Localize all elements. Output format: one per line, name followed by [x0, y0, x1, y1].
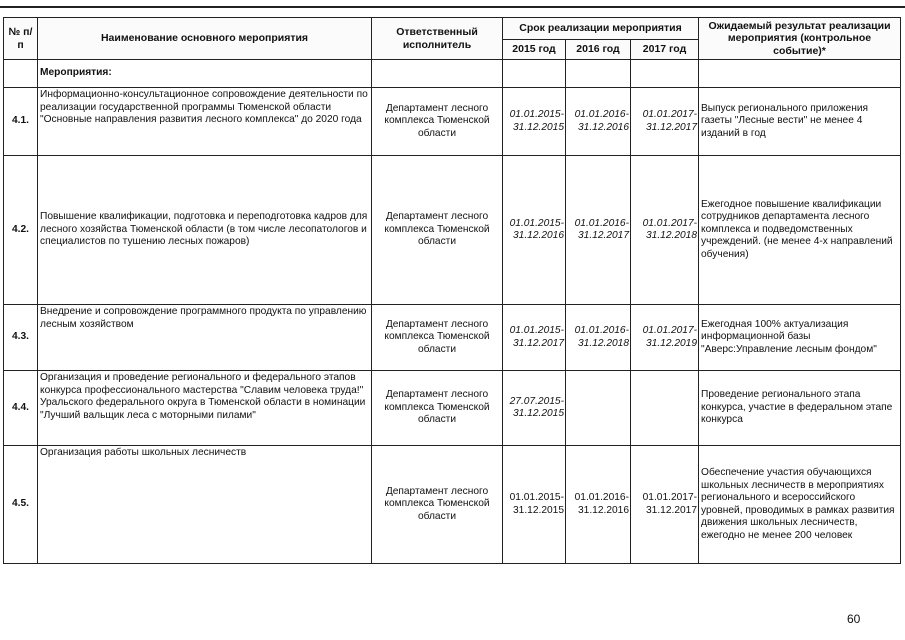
- table-row: [4, 371, 901, 446]
- period-2015: 01.01.2015-31.12.2016: [503, 156, 566, 305]
- header-name: Наименование основного мероприятия: [38, 18, 372, 60]
- period-2017: [631, 371, 699, 446]
- period-2016: 01.01.2016-31.12.2017: [566, 156, 631, 305]
- header-year-2017: 2017 год: [631, 40, 699, 60]
- row-number: 4.5.: [4, 446, 38, 564]
- expected-result: Выпуск регионального приложения газеты "Лесные вести" не менее 4 изданий в год: [699, 88, 901, 156]
- responsible-executor: Департамент лесного комплекса Тюменской области: [372, 371, 503, 446]
- period-2017: 01.01.2017-31.12.2018: [631, 156, 699, 305]
- period-2017: 01.01.2017-31.12.2017: [631, 88, 699, 156]
- period-2016: 01.01.2016-31.12.2016: [566, 88, 631, 156]
- table-row: [4, 305, 901, 371]
- activity-name: Информационно-консультационное сопровождение деятельности по реализации государственной программы Тюменской области "Основные направления развития лесного комплекса" до 2020 года: [38, 88, 372, 156]
- activity-name: Организация и проведение регионального и федерального этапов конкурса профессионального мастерства "Славим человека труда!" Уральского федерального округа в Тюменской области в номинации "Лучший вальщик леса с моторными пилами": [38, 371, 372, 446]
- period-2015: 01.01.2015-31.12.2015: [503, 88, 566, 156]
- activity-name: Внедрение и сопровождение программного продукта по управлению лесным хозяйством: [38, 305, 372, 371]
- period-2016: [566, 371, 631, 446]
- header-num: № п/п: [4, 18, 38, 60]
- expected-result: Ежегодная 100% актуализация информационной базы "Аверс:Управление лесным фондом": [699, 305, 901, 371]
- activity-name: Повышение квалификации, подготовка и переподготовка кадров для лесного хозяйства Тюменской области (в том числе лесопатологов и специалистов по тушению лесных пожаров): [38, 156, 372, 305]
- header-period: Срок реализации мероприятия: [503, 18, 699, 40]
- responsible-executor: Департамент лесного комплекса Тюменской области: [372, 156, 503, 305]
- table-row: [4, 446, 901, 564]
- row-number: 4.2.: [4, 156, 38, 305]
- header-year-2016: 2016 год: [566, 40, 631, 60]
- header-year-2015: 2015 год: [503, 40, 566, 60]
- section-label: Мероприятия:: [38, 60, 372, 88]
- activities-table: [3, 17, 901, 564]
- period-2017: 01.01.2017-31.12.2019: [631, 305, 699, 371]
- header-responsible: Ответственный исполнитель: [372, 18, 503, 60]
- row-number: 4.1.: [4, 88, 38, 156]
- table-row: [4, 156, 901, 305]
- period-2015: 01.01.2015-31.12.2017: [503, 305, 566, 371]
- top-rule: [0, 6, 905, 8]
- period-2016: 01.01.2016-31.12.2018: [566, 305, 631, 371]
- page-number: 60: [847, 612, 861, 626]
- period-2015: 27.07.2015-31.12.2015: [503, 371, 566, 446]
- table-row: [4, 88, 901, 156]
- row-number: 4.4.: [4, 371, 38, 446]
- activity-name: Организация работы школьных лесничеств: [38, 446, 372, 564]
- period-2017: 01.01.2017-31.12.2017: [631, 446, 699, 564]
- period-2015: 01.01.2015-31.12.2015: [503, 446, 566, 564]
- responsible-executor: Департамент лесного комплекса Тюменской области: [372, 446, 503, 564]
- period-2016: 01.01.2016-31.12.2016: [566, 446, 631, 564]
- expected-result: Ежегодное повышение квалификации сотрудников департамента лесного комплекса и подведомственных учреждений. (не менее 4-х направлений обучения): [699, 156, 901, 305]
- section-row: [4, 60, 901, 88]
- expected-result: Обеспечение участия обучающихся школьных лесничеств в мероприятиях регионального и всероссийского уровней, проводимых в рамках развития движения школьных лесничеств, ежегодно не менее 200 человек: [699, 446, 901, 564]
- responsible-executor: Департамент лесного комплекса Тюменской области: [372, 305, 503, 371]
- responsible-executor: Департамент лесного комплекса Тюменской области: [372, 88, 503, 156]
- expected-result: Проведение регионального этапа конкурса, участие в федеральном этапе конкурса: [699, 371, 901, 446]
- header-result: Ожидаемый результат реализации мероприятия (контрольное событие)*: [699, 18, 901, 60]
- row-number: 4.3.: [4, 305, 38, 371]
